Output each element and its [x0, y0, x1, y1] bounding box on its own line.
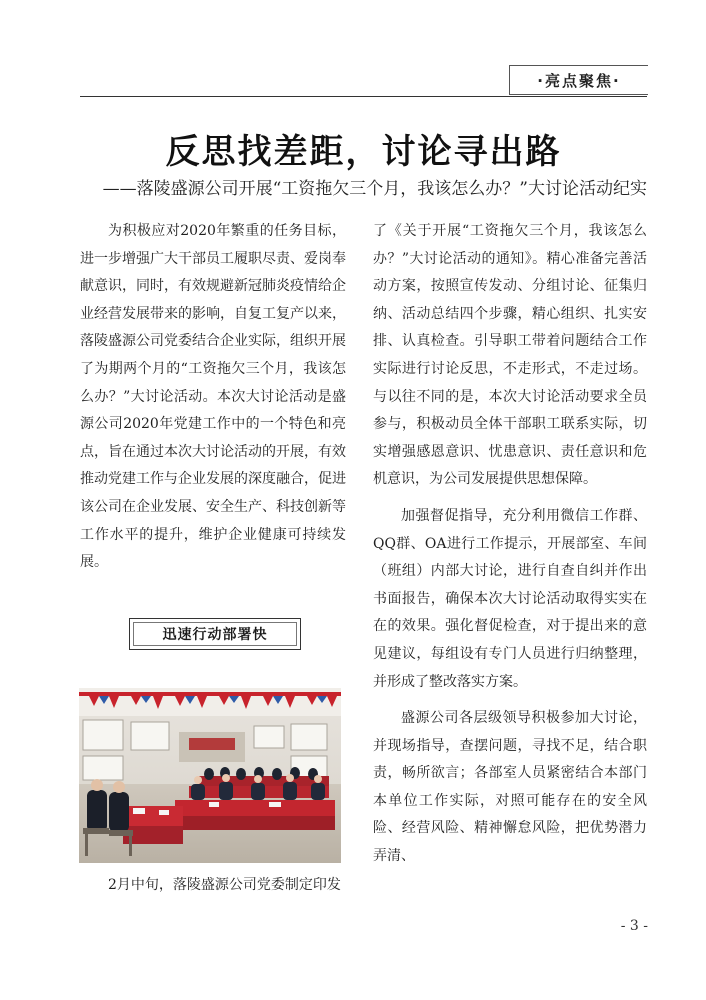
right-paragraph-1: 了《关于开展“工资拖欠三个月，我该怎么办？”大讨论活动的通知》。精心准备完善活动方案，按照宣传发动、分组讨论、征集归纳、活动总结四个步骤，精心组织、扎实安排、认真检查。引导职工带着问题结合工作实际进行讨论反思，不走形式，不走过场。与以往不同的是，本次大讨论活动要求全员参与，积极动员全体干部职工联系实际，切实增强感恩意识、忧患意识、责任意识和危机意识，为公司发展提供思想保障。 — [373, 223, 647, 488]
page-number: - 3 - — [620, 918, 648, 934]
photo-adjacent-text: 2月中旬，落陵盛源公司党委制定印发 — [108, 877, 341, 893]
meeting-photo — [79, 688, 341, 863]
left-column — [80, 218, 346, 577]
article-subtitle: ——落陵盛源公司开展“工资拖欠三个月，我该怎么办？”大讨论活动纪实 — [102, 179, 647, 199]
intro-paragraph: 为积极应对2020年繁重的任务目标，进一步增强广大干部员工履职尽责、爱岗奉献意识，同时，有效规避新冠肺炎疫情给企业经营发展带来的影响，自复工复产以来，落陵盛源公司党委结合企业实际，组织开展了为期两个月的“工资拖欠三个月，我该怎么办？”大讨论活动。本次大讨论活动是盛源公司2020年党建工作中的一个特色和亮点，旨在通过本次大讨论活动的开展，有效推动党建工作与企业发展的深度融合，促进该公司在企业发展、安全生产、科技创新等工作水平的提升，维护企业健康可持续发展。 — [80, 223, 346, 571]
right-column — [373, 218, 647, 871]
section-heading: 迅速行动部署快 — [162, 627, 268, 643]
section-heading-box — [129, 618, 301, 650]
section-tag: ·亮点聚焦· — [509, 65, 648, 95]
article-title: 反思找差距，讨论寻出路 — [165, 132, 562, 172]
right-paragraph-3: 盛源公司各层级领导积极参加大讨论，并现场指导，查摆问题，寻找不足，结合职责，畅所欲言；各部室人员紧密结合本部门本单位工作实际，对照可能存在的安全风险、经营风险、精神懈怠风险，把优势潜力弄清、 — [373, 710, 647, 865]
right-paragraph-2: 加强督促指导，充分利用微信工作群、QQ群、OA进行工作提示，开展部室、车间（班组）内部大讨论，进行自查自纠并作出书面报告，确保本次大讨论活动取得实实在在的效果。强化督促检查，对于提出来的意见建议，每组设有专门人员进行归纳整理，并形成了整改落实方案。 — [373, 507, 647, 690]
header-rule — [80, 96, 647, 97]
meeting-photo-image — [79, 688, 341, 863]
